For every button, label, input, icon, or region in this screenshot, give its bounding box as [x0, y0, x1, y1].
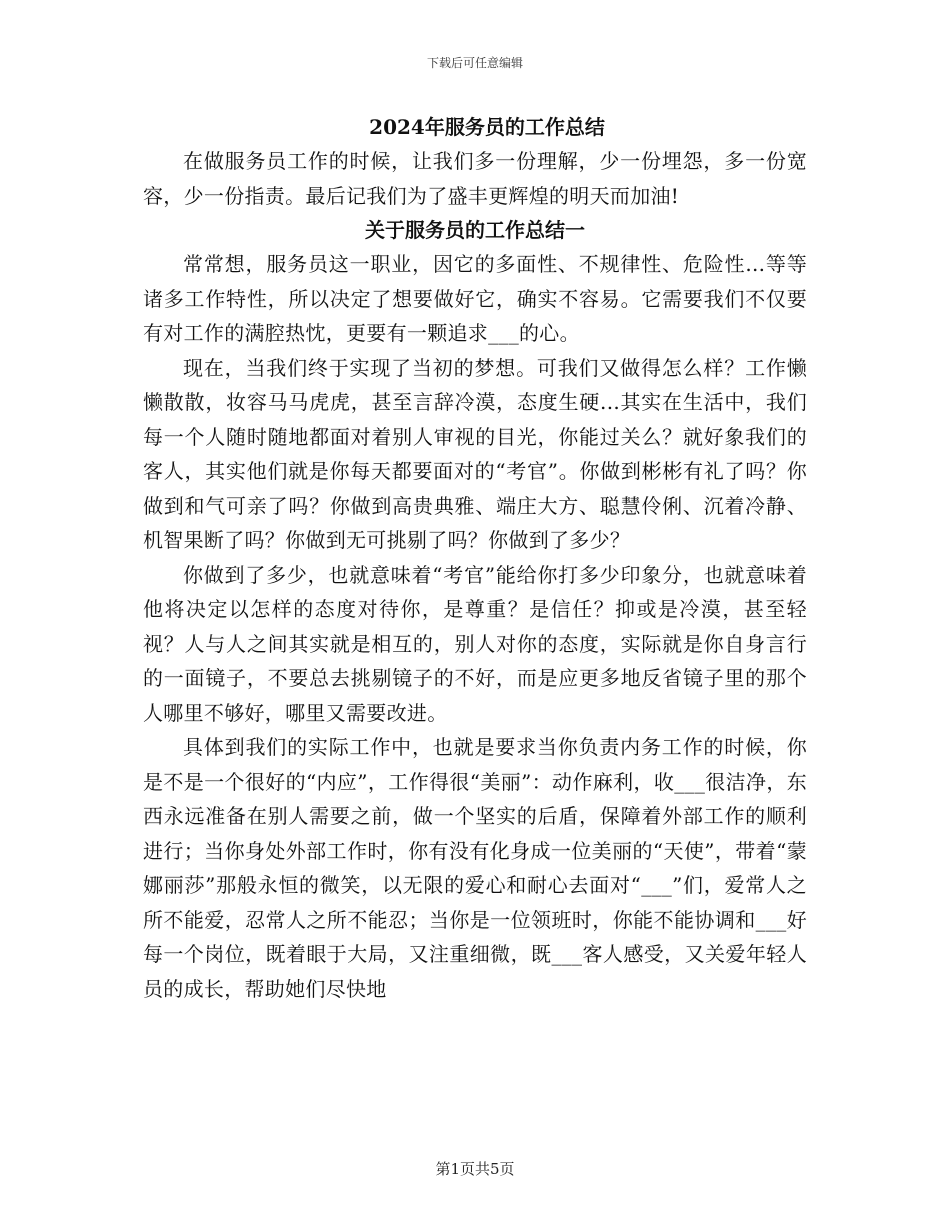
document-title: 2024年服务员的工作总结: [369, 115, 605, 139]
document-body: [143, 110, 807, 1006]
body-paragraph: 你做到了多少，也就意味着“考官”能给你打多少印象分，也就意味着他将决定以怎样的态度对待你，是尊重？是信任？抑或是冷漠，甚至轻视？人与人之间其实就是相互的，别人对你的态度，实际就是你自身言行的一面镜子，不要总去挑剔镜子的不好，而是应更多地反省镜子里的那个人哪里不够好，哪里又需要改进。: [143, 562, 807, 725]
page-number-footer: 第1页共5页: [435, 1160, 515, 1178]
body-paragraph: 现在，当我们终于实现了当初的梦想。可我们又做得怎么样？工作懒懒散散，妆容马马虎虎，甚至言辞冷漠，态度生硬...其实在生活中，我们每一个人随时随地都面对着别人审视的目光，你能过关么？就好象我们的客人，其实他们就是你每天都要面对的“考官”。你做到彬彬有礼了吗？你做到和气可亲了吗？你做到高贵典雅、端庄大方、聪慧伶俐、沉着冷静、机智果断了吗？你做到无可挑剔了吗？你做到了多少？: [143, 355, 807, 552]
section-title: 关于服务员的工作总结一: [365, 218, 585, 242]
intro-paragraph: 在做服务员工作的时候，让我们多一份理解，少一份埋怨，多一份宽容，少一份指责。最后记我们为了盛丰更辉煌的明天而加油!: [143, 149, 807, 208]
body-paragraph: 具体到我们的实际工作中，也就是要求当你负责内务工作的时候，你是不是一个很好的“内应”，工作得很“美丽”：动作麻利，收___很洁净，东西永远准备在别人需要之前，做一个坚实的后盾，保障着外部工作的顺利进行；当你身处外部工作时，你有没有化身成一位美丽的“天使”，带着“蒙娜丽莎”那般永恒的微笑，以无限的爱心和耐心去面对“___”们，爱常人之所不能爱，忍常人之所不能忍；当你是一位领班时，你能不能协调和___好每一个岗位，既着眼于大局，又注重细微，既___客人感受，又关爱年轻人员的成长，帮助她们尽快地: [143, 735, 807, 1001]
header-note: 下载后可任意编辑: [426, 56, 523, 70]
body-paragraph: 常常想，服务员这一职业，因它的多面性、不规律性、危险性...等等诸多工作特性，所以决定了想要做好它，确实不容易。它需要我们不仅要有对工作的满腔热忱，更要有一颗追求___的心。: [143, 252, 807, 345]
